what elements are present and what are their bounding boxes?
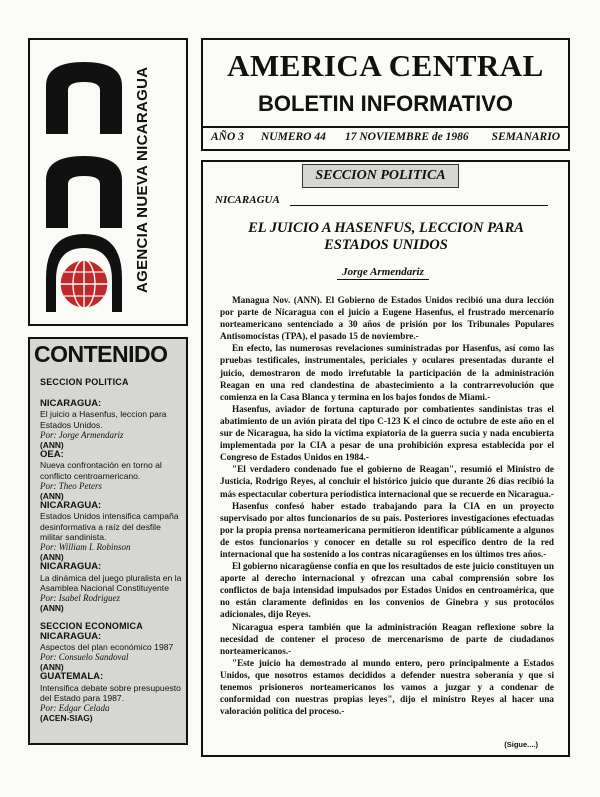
toc-source: (ANN) bbox=[40, 491, 64, 502]
toc-source: (ANN) bbox=[40, 440, 64, 451]
toc-author: Por: Theo Peters bbox=[40, 480, 102, 491]
toc-entry[interactable] bbox=[40, 562, 182, 613]
toc-title: Intensifica debate sobre presupuesto del Estado para 1987. bbox=[40, 682, 181, 703]
contents-panel bbox=[28, 337, 188, 745]
ann-logo bbox=[36, 50, 132, 320]
toc-entry[interactable] bbox=[40, 632, 182, 673]
toc-author: Por: Edgar Celada bbox=[40, 703, 110, 714]
toc-title: El juicio a Hasenfus, leccion para Estados Unidos. bbox=[40, 409, 167, 430]
toc-section-heading: SECCION ECONOMICA bbox=[40, 621, 143, 632]
article-paragraph: Managua Nov. (ANN). El Gobierno de Estados Unidos recibió una dura lección por parte de Nicaragua con el juicio a Eugene Hasenfus, el frustrado mercenario norteamericano sentenciado a 30 años de prisión por los Tribunales Populares Antisomocistas (TPA), el pasado 15 de noviembre.- bbox=[220, 295, 554, 342]
article-paragraph: "Este juicio ha demostrado al mundo entero, pero principalmente a Estados Unidos, que nosotros estamos decididos a defender nuestra soberanía y que si tenemos prisioneros norteamericanos los vamos a juzgar y a condenar de conformidad con nuestras propias leyes", dijo el ministro Reyes al hacer una valoración política del proceso.- bbox=[220, 657, 554, 717]
toc-section-heading: SECCION POLITICA bbox=[40, 377, 129, 387]
article-paragraph: Hasenfus confesó haber estado trabajando para la CIA en un proyecto supervisado por altos funcionarios de su país. Posteriores investigaciones efectuadas por la propia prensa norteamericana permitieron identificar públicamente a algunos de estos funcionarios y conocer en detalle su rol específico dentro de la red internacional que ha sostenido a los contras nicaragüenses en los últimos tres años.- bbox=[220, 500, 554, 559]
toc-entry[interactable] bbox=[40, 399, 182, 450]
section-banner: SECCION POLITICA bbox=[302, 164, 459, 188]
toc-author: Por: Isabel Rodriguez bbox=[40, 593, 120, 604]
toc-entry[interactable] bbox=[40, 672, 182, 723]
article-author: Jorge Armendariz bbox=[337, 266, 429, 280]
toc-country: GUATEMALA: bbox=[40, 671, 104, 683]
article-body bbox=[220, 294, 554, 717]
article-headline: EL JUICIO A HASENFUS, LECCION PARA ESTADOS UNIDOS bbox=[248, 220, 524, 253]
masthead bbox=[201, 38, 570, 151]
article-paragraph: Nicaragua espera también que la administración Reagan reflexione sobre la necesidad de contener el proceso de mercenarismo de parte de ciudadanos norteamericanos.- bbox=[220, 621, 554, 656]
toc-entry[interactable] bbox=[40, 450, 182, 501]
region-label: NICARAGUA bbox=[215, 194, 280, 206]
article-panel bbox=[201, 160, 570, 757]
toc-country: NICARAGUA: bbox=[40, 630, 102, 642]
region-rule bbox=[290, 205, 548, 206]
contents-title: CONTENIDO bbox=[34, 341, 168, 367]
toc-political bbox=[40, 377, 182, 724]
toc-country: NICARAGUA: bbox=[40, 398, 102, 410]
toc-country: NICARAGUA: bbox=[40, 500, 102, 512]
article-paragraph: Hasenfus, aviador de fortuna capturado por combatientes sandinistas tras el abatimiento de un avión pirata del tipo C-123 K el cinco de octubre de este año en el sur de Nicaragua, ha sido la víctima expiatoria de la guerra sucia y nada encubierta implementada por la CIA a pesar de una prohibición expresa establecida por el Congreso de Estados Unidos en 1984.- bbox=[220, 403, 554, 463]
logo-panel bbox=[28, 38, 188, 326]
article-paragraph: En efecto, las numerosas revelaciones suministradas por Hasenfus, así como las pruebas testificales, instrumentales, periciales y oculares presentadas durante el juicio, demostraron de modo irrefutable la participación de la administración Reagan en una red clandestina de abastecimiento a la contrarrevolución que comienza en la Casa Blanca y termina en los bajos fondos de Miami.- bbox=[220, 343, 554, 402]
article-paragraph: "El verdadero condenado fue el gobierno de Reagan", resumió el Ministro de Justicia, Rodrigo Reyes, al concluir el histórico juicio que durante 26 días recibió la más espectacular cobertura periodística internacional que se recuerde en Nicaragua.- bbox=[220, 464, 554, 499]
publication-title: AMERICA CENTRAL bbox=[227, 48, 544, 83]
toc-title: Nueva confrontación en torno al conflicto centroamericano. bbox=[40, 460, 162, 481]
toc-country: NICARAGUA: bbox=[40, 561, 102, 573]
toc-author: Por: Consuelo Sandoval bbox=[40, 652, 129, 663]
toc-title: Estados Unidos intensifica campaña desinformativa a raíz del desfile militar sandinista. bbox=[40, 511, 179, 542]
toc-source: (ANN) bbox=[40, 603, 64, 614]
toc-source: (ACEN-SIAG) bbox=[40, 713, 93, 724]
toc-title: La dinámica del juego pluralista en la Asamblea Nacional Constituyente bbox=[40, 572, 182, 593]
agency-name: AGENCIA NUEVA NICARAGUA bbox=[134, 66, 151, 294]
issue-frequency: SEMANARIO bbox=[491, 131, 560, 143]
toc-source: (ANN) bbox=[40, 662, 64, 673]
issue-year: AÑO 3 bbox=[211, 131, 244, 143]
toc-title: Aspectos del plan económico 1987 bbox=[40, 641, 174, 652]
toc-source: (ANN) bbox=[40, 552, 64, 563]
publication-subtitle: BOLETIN INFORMATIVO bbox=[257, 91, 514, 116]
toc-entry[interactable] bbox=[40, 501, 182, 562]
issue-number: NUMERO 44 bbox=[261, 131, 326, 143]
issue-date: 17 NOVIEMBRE de 1986 bbox=[345, 131, 469, 143]
continued-marker: (Sigue....) bbox=[504, 740, 538, 749]
globe-icon bbox=[60, 260, 108, 308]
toc-author: Por: Jorge Armendariz bbox=[40, 429, 124, 440]
toc-author: Por: William I. Robinson bbox=[40, 542, 131, 553]
article-paragraph: El gobierno nicaragüense confía en que los resultados de este juicio constituyen un aporte al derecho internacional y ofrezcan una cabal comprensión sobre los conflictos de baja intensidad impulsados por Estados Unidos en centroamérica, que no están claramente definidos en los convenios de Ginebra y sus protocólos adicionales, dijo Reyes. bbox=[220, 561, 554, 620]
masthead-divider bbox=[203, 126, 568, 128]
toc-country: OEA: bbox=[40, 449, 64, 461]
